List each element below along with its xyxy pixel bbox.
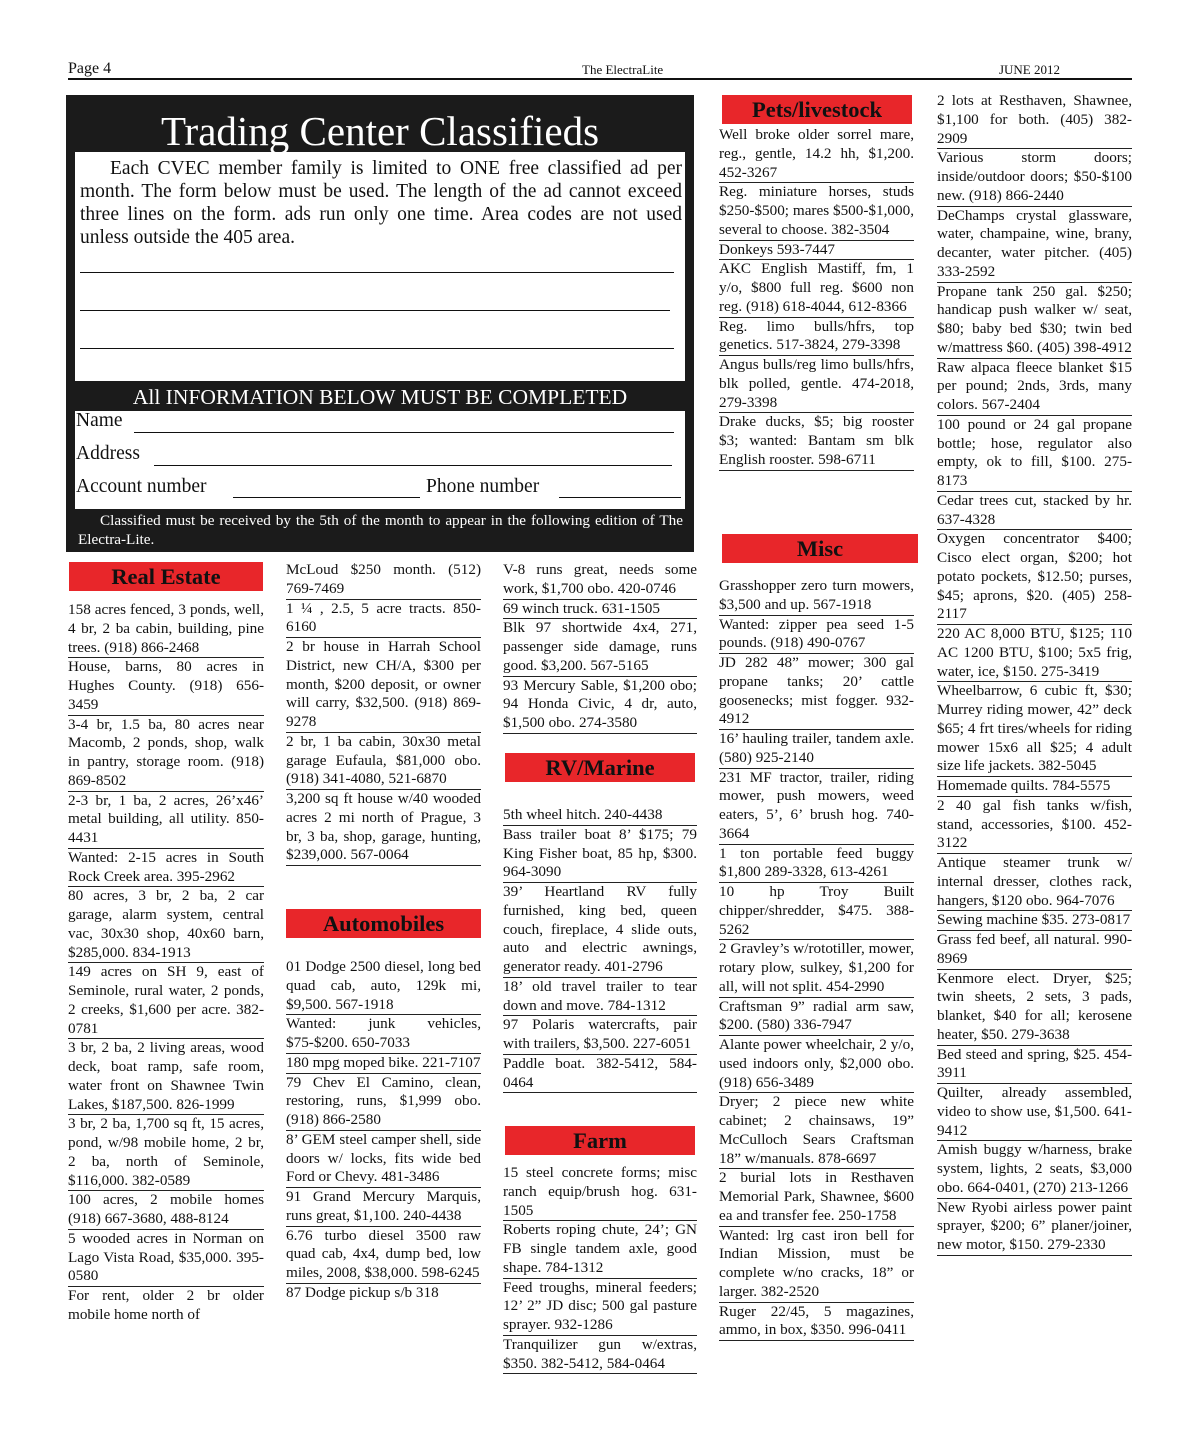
classified-ad: 158 acres fenced, 3 ponds, well, 4 br, 2 ba cabin, building, pine trees. (918) 866-2468 — [68, 601, 264, 658]
account-number-label: Account number — [76, 476, 207, 497]
classified-ad: Oxygen concentrator $400; Cisco elect organ, $200; hot potato pockets, $12.50; purses, $45; aprons, $20. (405) 258-2117 — [937, 530, 1132, 625]
classified-ad: 39’ Heartland RV fully furnished, king bed, queen couch, fireplace, 4 slide outs, auto and electric awnings, generator ready. 401-2796 — [503, 883, 697, 978]
classified-ad: Bed steed and spring, $25. 454-3911 — [937, 1046, 1132, 1085]
classified-ad: Amish buggy w/harness, brake system, lights, 2 seats, $3,000 obo. 664-0401, (270) 213-1266 — [937, 1141, 1132, 1198]
name-label: Name — [76, 410, 123, 431]
automobiles-continued-list — [503, 561, 697, 734]
classified-ad: Wanted: junk vehicles, $75-$200. 650-7033 — [286, 1015, 481, 1054]
classified-ad: 1 ¼ , 2.5, 5 acre tracts. 850-6160 — [286, 600, 481, 639]
classified-ad: 3 br, 2 ba, 2 living areas, wood deck, boat ramp, safe room, water front on Shawnee Twin Lakes, $187,500. 826-1999 — [68, 1039, 264, 1115]
classified-ad: 91 Grand Mercury Marquis, runs great, $1,100. 240-4438 — [286, 1188, 481, 1227]
classified-ad: Drake ducks, $5; big rooster $3; wanted: Bantam sm blk English rooster. 598-6711 — [719, 413, 914, 470]
classified-ad: Well broke older sorrel mare, reg., gentle, 14.2 hh, $1,200. 452-3267 — [719, 126, 914, 183]
section-header-farm: Farm — [505, 1126, 695, 1155]
classified-ad: Raw alpaca fleece blanket $15 per pound; 2nds, 3rds, many colors. 567-2404 — [937, 359, 1132, 416]
classified-ad: Wanted: zipper pea seed 1-5 pounds. (918) 490-0767 — [719, 616, 914, 655]
classified-ad: 180 mpg moped bike. 221-7107 — [286, 1054, 481, 1074]
classified-ad: 80 acres, 3 br, 2 ba, 2 car garage, alarm system, central vac, 30x30 shop, 40x60 barn, $285,000. 834-1913 — [68, 887, 264, 963]
pets-livestock-list — [719, 126, 914, 471]
classified-ad: 3,200 sq ft house w/40 wooded acres 2 mi north of Prague, 3 br, 3 ba, shop, garage, hunting, $239,000. 567-0064 — [286, 790, 481, 866]
classified-ad: 2 br house in Harrah School District, new CH/A, $300 per month, $200 deposit, or owner will carry, $32,500. (918) 869-9278 — [286, 638, 481, 733]
classified-ad: 100 pound or 24 gal propane bottle; hose, regulator also empty, ok to fill, $100. 275-8173 — [937, 416, 1132, 492]
address-label: Address — [76, 443, 140, 464]
classified-ad: Reg. miniature horses, studs $250-$500; mares $500-$1,000, several to choose. 382-3504 — [719, 183, 914, 240]
classified-ad: 69 winch truck. 631-1505 — [503, 600, 697, 620]
classified-ad: Wanted: 2-15 acres in South Rock Creek area. 395-2962 — [68, 849, 264, 888]
classified-ad: 87 Dodge pickup s/b 318 — [286, 1283, 439, 1301]
classified-ad: 2 burial lots in Resthaven Memorial Park, Shawnee, $600 ea and transfer fee. 250-1758 — [719, 1169, 914, 1226]
classified-ad: Cedar trees cut, stacked by hr. 637-4328 — [937, 492, 1132, 531]
classified-ad: Reg. limo bulls/hfrs, top genetics. 517-3824, 279-3398 — [719, 318, 914, 357]
classified-ad: 3-4 br, 1.5 ba, 80 acres near Macomb, 2 ponds, shop, walk in pantry, storage room. (918) 869-8502 — [68, 716, 264, 792]
classified-ad: Kenmore elect. Dryer, $25; twin sheets, 2 sets, 3 pads, blanket, $40 for all; kerosene heater, $50. 279-3638 — [937, 970, 1132, 1046]
classified-ad: 5 wooded acres in Norman on Lago Vista Road, $35,000. 395-0580 — [68, 1230, 264, 1287]
classified-ad: Craftsman 9” radial arm saw, $200. (580) 336-7947 — [719, 998, 914, 1037]
farm-list — [503, 1164, 697, 1374]
classified-ad: Wheelbarrow, 6 cubic ft, $30; Murrey riding mower, 42” deck $65; 4 frt tires/wheels for riding mower 15x6 all $25; 4 adult size life jackets. 382-5045 — [937, 682, 1132, 777]
classified-ad: Sewing machine $35. 273-0817 — [937, 911, 1132, 931]
column-5 — [937, 0, 1132, 1440]
classified-ad: 1 ton portable feed buggy $1,800 289-3328, 613-4261 — [719, 845, 914, 884]
classified-ad: 149 acres on SH 9, east of Seminole, rural water, 2 ponds, 2 creeks, $1,600 per acre. 382-0781 — [68, 963, 264, 1039]
classified-ad: Antique steamer trunk w/ internal dresser, clothes rack, hangers, $120 obo. 964-7076 — [937, 854, 1132, 911]
classified-ad: 2 lots at Resthaven, Shawnee, $1,100 for both. (405) 382-2909 — [937, 92, 1132, 149]
classified-ad: Dryer; 2 piece new white cabinet; 2 chainsaws, 19” McCulloch Sears Craftsman 18” w/manuals. 878-6697 — [719, 1093, 914, 1169]
misc-list — [719, 577, 914, 1341]
classified-ad: 18’ old travel trailer to tear down and move. 784-1312 — [503, 978, 697, 1017]
classified-ad: 2 Gravley’s w/rototiller, mower, rotary plow, sulkey, $1,200 for all, will not split. 454-2990 — [719, 940, 914, 997]
section-header-misc: Misc — [722, 534, 918, 563]
page-number: Page 4 — [68, 60, 112, 77]
real-estate-continued-list — [286, 561, 481, 866]
classified-ad: 2-3 br, 1 ba, 2 acres, 26’x46’ metal building, all utility. 850-4431 — [68, 792, 264, 849]
phone-number-label: Phone number — [426, 476, 540, 497]
classified-ad: Bass trailer boat 8’ $175; 79 King Fisher boat, 85 hp, $300. 964-3090 — [503, 826, 697, 883]
classified-ad: Ruger 22/45, 5 magazines, ammo, in box, $350. 996-0411 — [719, 1303, 914, 1342]
form-title: Trading Center Classifieds — [75, 104, 685, 152]
classified-ad: 97 Polaris watercrafts, pair with trailers, $3,500. 227-6051 — [503, 1016, 697, 1055]
classified-ad: 5th wheel hitch. 240-4438 — [503, 806, 697, 826]
classified-ad: 6.76 turbo diesel 3500 raw quad cab, 4x4, dump bed, low miles, 2008, $38,000. 598-6245 — [286, 1227, 481, 1284]
classified-ad: House, barns, 80 acres in Hughes County. (918) 656-3459 — [68, 658, 264, 715]
classified-ad: Quilter, already assembled, video to show use, $1,500. 641-9412 — [937, 1084, 1132, 1141]
automobiles-list — [286, 958, 481, 1303]
classified-ad: Tranquilizer gun w/extras, $350. 382-5412, 584-0464 — [503, 1336, 697, 1375]
classified-ad: Propane tank 250 gal. $250; handicap push walker w/ seat, $80; baby bed $30; twin bed w/mattress $60. (405) 398-4912 — [937, 283, 1132, 359]
column-1 — [68, 0, 264, 1440]
classified-ad: Grass fed beef, all natural. 990-8969 — [937, 931, 1132, 970]
classified-ad: New Ryobi airless power paint sprayer, $200; 6” planer/joiner, new motor, $150. 279-2330 — [937, 1199, 1132, 1256]
classified-ad: Alante power wheelchair, 2 y/o, used indoors only, $2,000 obo. (918) 656-3489 — [719, 1036, 914, 1093]
classified-ad: Various storm doors; inside/outdoor doors; $50-$100 new. (918) 866-2440 — [937, 149, 1132, 206]
column-2 — [286, 0, 481, 1440]
classified-ad: 93 Mercury Sable, $1,200 obo; 94 Honda Civic, 4 dr, auto, $1,500 obo. 274-3580 — [503, 677, 697, 734]
misc-continued-list — [937, 92, 1132, 1256]
section-header-real-estate: Real Estate — [69, 562, 263, 591]
column-3 — [503, 0, 697, 1440]
section-header-rv-marine: RV/Marine — [505, 753, 695, 782]
classified-ad: Wanted: lrg cast iron bell for Indian Mission, must be complete w/no cracks, 18” or larger. 382-2520 — [719, 1227, 914, 1303]
classified-ad: Grasshopper zero turn mowers, $3,500 and up. 567-1918 — [719, 577, 914, 616]
classified-ad: Paddle boat. 382-5412, 584-0464 — [503, 1055, 697, 1094]
classified-ad: Roberts roping chute, 24’; GN FB single tandem axle, good shape. 784-1312 — [503, 1221, 697, 1278]
classified-ad: JD 282 48” mower; 300 gal propane tanks; 20’ cattle goosenecks; mist fogger. 932-4912 — [719, 654, 914, 730]
classified-ad: V-8 runs great, needs some work, $1,700 obo. 420-0746 — [503, 561, 697, 600]
classified-ad: 3 br, 2 ba, 1,700 sq ft, 15 acres, pond, w/98 mobile home, 2 br, 2 ba, north of Seminole, $116,000. 382-0589 — [68, 1115, 264, 1191]
publication-name: The ElectraLite — [582, 62, 664, 77]
classified-ad: 15 steel concrete forms; misc ranch equip/brush hog. 631-1505 — [503, 1164, 697, 1221]
classified-ad: 220 AC 8,000 BTU, $125; 110 AC 1200 BTU, $100; 5x5 frig, water, ice, $150. 275-3419 — [937, 625, 1132, 682]
column-4 — [719, 0, 914, 1440]
classified-ad: Homemade quilts. 784-5575 — [937, 777, 1132, 797]
classified-ad: 2 br, 1 ba cabin, 30x30 metal garage Eufaula, $81,000 obo. (918) 341-4080, 521-6870 — [286, 733, 481, 790]
classified-ad: AKC English Mastiff, fm, 1 y/o, $800 full reg. $600 non reg. (918) 618-4044, 612-8366 — [719, 260, 914, 317]
classified-ad: 100 acres, 2 mobile homes (918) 667-3680, 488-8124 — [68, 1191, 264, 1230]
section-header-automobiles: Automobiles — [286, 909, 481, 938]
classified-ad: Feed troughs, mineral feeders; 12’ 2” JD disc; 500 gal pasture sprayer. 932-1286 — [503, 1279, 697, 1336]
rv-marine-list — [503, 806, 697, 1093]
classified-ad: Donkeys 593-7447 — [719, 241, 914, 261]
classified-ad: 2 40 gal fish tanks w/fish, stand, accessories, $100. 452-3122 — [937, 797, 1132, 854]
classified-ad: 231 MF tractor, trailer, riding mower, push mowers, weed eaters, 5’, 6’ brush hog. 740-3664 — [719, 769, 914, 845]
real-estate-list — [68, 601, 264, 1325]
classified-ad: Blk 97 shortwide 4x4, 271, passenger side damage, runs good. $3,200. 567-5165 — [503, 619, 697, 676]
classified-ad: 8’ GEM steel camper shell, side doors w/ locks, fits wide bed Ford or Chevy. 481-3486 — [286, 1131, 481, 1188]
classified-ad: 79 Chev El Camino, clean, restoring, runs, $1,999 obo. (918) 866-2580 — [286, 1074, 481, 1131]
section-header-pets-livestock: Pets/livestock — [722, 95, 912, 124]
classified-ad: 10 hp Troy Built chipper/shredder, $475. 388-5262 — [719, 883, 914, 940]
classified-ad: 01 Dodge 2500 diesel, long bed quad cab, auto, 129k mi, $9,500. 567-1918 — [286, 958, 481, 1015]
deadline-note: Classified must be received by the 5th of the month to appear in the following edition of The Electra-Lite. — [75, 509, 685, 549]
form-intro: Each CVEC member family is limited to ONE free classified ad per month. The form below must be used. The length of the ad cannot exceed three lines on the form. ads run only one time. Area codes are not used unless outside the 405 area. — [80, 158, 682, 248]
classified-ad: For rent, older 2 br older mobile home north of — [68, 1287, 264, 1323]
issue-date: JUNE 2012 — [998, 62, 1060, 77]
classified-ad: 16’ hauling trailer, tandem axle. (580) 925-2140 — [719, 730, 914, 769]
classified-ad: DeChamps crystal glassware, water, champaine, wine, brany, decanter, water pitcher. (405) 333-2592 — [937, 207, 1132, 283]
classified-ad: Angus bulls/reg limo bulls/hfrs, blk polled, gentle. 474-2018, 279-3398 — [719, 356, 914, 413]
classified-ad: McLoud $250 month. (512) 769-7469 — [286, 561, 481, 600]
info-required-band: All INFORMATION BELOW MUST BE COMPLETED — [75, 381, 685, 411]
